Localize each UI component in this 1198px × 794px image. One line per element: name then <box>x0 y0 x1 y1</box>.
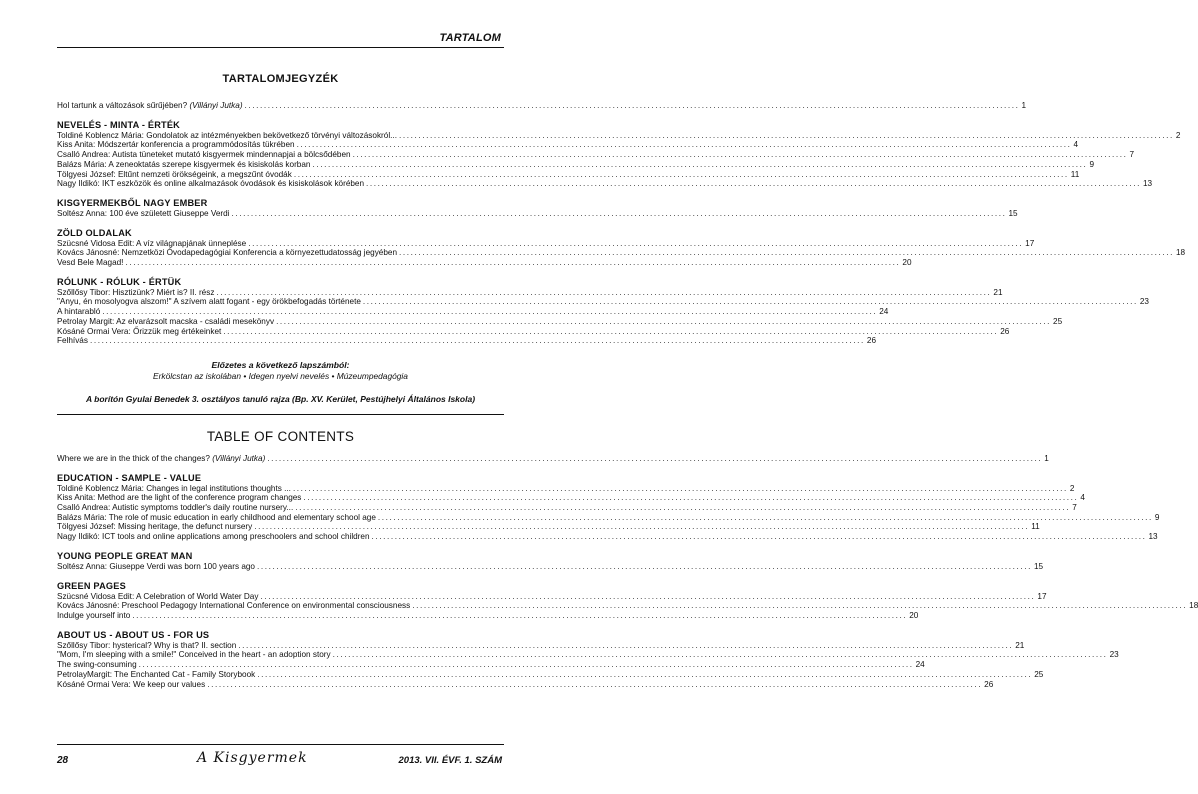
leader-dots: ........................................................................................................................................................................................................ <box>399 248 1174 258</box>
entry-page: 15 <box>1033 561 1044 571</box>
section-heading: EDUCATION - SAMPLE - VALUE <box>57 472 202 483</box>
leader-dots: ........................................................................................................................................................................................................ <box>231 208 1007 218</box>
leader-dots: ........................................................................................................................................................................................................ <box>267 453 1043 463</box>
entry-title: Balázs Mária: A zeneoktatás szerepe kisgyermek és kisiskolás korban <box>57 159 311 169</box>
leader-dots: ........................................................................................................................................................................................................ <box>366 179 1141 189</box>
entry-page: 20 <box>909 610 919 620</box>
leader-dots: ........................................................................................................................................................................................................ <box>244 101 1020 110</box>
leader-dots: ........................................................................................................................................................................................................ <box>102 307 878 317</box>
entry-title: Kósáné Ormai Vera: We keep our values <box>57 679 206 689</box>
entry-page: 26 <box>1000 326 1010 336</box>
entry-title: Szücsné Vidosa Edit: A víz világnapjának ünneplése <box>57 238 247 248</box>
toc-entry[interactable] <box>57 248 1186 258</box>
page-number: 28 <box>57 755 69 766</box>
entry-page: 20 <box>902 258 912 268</box>
leader-dots: ........................................................................................................................................................................................................ <box>371 532 1147 542</box>
entry-title: Kovács Jánosné: Nemzetközi Óvodapedagógiai Konferencia a környezettudatosság jegyében <box>57 248 397 258</box>
toc-entry[interactable] <box>57 130 1181 141</box>
entry-title: Petrolay Margit: Az elvarázsolt macska - családi mesekönyv <box>57 316 275 326</box>
entry-title: Kovács Jánosné: Preschool Pedagogy International Conference on environmental consciousness <box>57 601 411 611</box>
page-footer <box>57 744 504 774</box>
cover-note: A borítón Gyulai Benedek 3. osztályos tanuló rajza (Bp. XV. Kerület, Pestújhelyi Általános Iskola) <box>85 393 476 404</box>
section-divider <box>57 414 504 415</box>
toc-entry[interactable] <box>57 591 1047 602</box>
entry-page: 9 <box>1154 512 1160 522</box>
toc-entry[interactable] <box>57 601 1198 611</box>
entry-page: 21 <box>1015 640 1025 650</box>
leader-dots: ........................................................................................................................................................................................................ <box>216 287 992 297</box>
leader-dots: ........................................................................................................................................................................................................ <box>296 140 1072 150</box>
entry-page: 4 <box>1080 493 1085 503</box>
toc-entry[interactable] <box>57 169 1080 180</box>
entry-page: 7 <box>1072 503 1077 513</box>
leader-dots: ........................................................................................................................................................................................................ <box>276 316 1052 326</box>
leader-dots: ........................................................................................................................................................................................................ <box>295 503 1071 513</box>
leader-dots: ........................................................................................................................................................................................................ <box>377 512 1153 522</box>
toc-entry[interactable] <box>57 669 1044 680</box>
entry-page: 17 <box>1037 591 1047 601</box>
entry-title: Szőllősy Tibor: Hisztizünk? Miért is? II. rész <box>57 287 215 297</box>
entry-page: 13 <box>1142 179 1153 189</box>
toc-entry[interactable] <box>57 503 1077 513</box>
entry-title: Nagy Ildikó: IKT eszközök és online alkalmazások óvodások és kisiskolások körében <box>57 179 365 189</box>
entry-page: 23 <box>1139 297 1149 307</box>
leader-dots: ........................................................................................................................................................................................................ <box>352 150 1128 160</box>
entry-page: 18 <box>1189 601 1198 611</box>
entry-page: 11 <box>1031 522 1040 532</box>
entry-title: "Anyu, én mosolyogva alszom!" A szívem alatt fogant - egy örökbefogadás története <box>57 297 361 307</box>
leader-dots: ........................................................................................................................................................................................................ <box>332 650 1108 660</box>
entry-title: Tölgyesi József: Eltűnt nemzeti örökségeink, a megszűnt óvodák <box>57 169 292 179</box>
entry-page: 2 <box>1175 130 1181 140</box>
toc-entry[interactable] <box>57 326 1010 337</box>
section-heading: ABOUT US - ABOUT US - FOR US <box>57 629 210 640</box>
toc-entry[interactable] <box>57 179 1153 189</box>
toc-title-hu: TARTALOMJEGYZÉK <box>222 73 339 85</box>
toc-entry[interactable] <box>57 316 1063 327</box>
toc-entry[interactable] <box>57 297 1149 307</box>
entry-title: Nagy Ildikó: ICT tools and online applications among preschoolers and school children <box>57 532 370 542</box>
leader-dots: ........................................................................................................................................................................................................ <box>292 483 1068 493</box>
toc-entry[interactable] <box>57 522 1040 532</box>
toc-entry[interactable] <box>57 258 912 268</box>
toc-entry[interactable] <box>57 650 1119 660</box>
section-heading: RÓLUNK - RÓLUK - ÉRTÜK <box>57 276 182 287</box>
preview-topics: Erkölcstan az iskolában • Idegen nyelvi nevelés • Múzeumpedagógia <box>153 370 408 381</box>
leader-dots: ........................................................................................................................................................................................................ <box>398 130 1174 140</box>
section-heading: YOUNG PEOPLE GREAT MAN <box>57 550 193 561</box>
entry-title: Tölgyesi József: Missing heritage, the defunct nursery <box>57 522 253 532</box>
toc-entry[interactable] <box>57 483 1075 494</box>
leader-dots: ........................................................................................................................................................................................................ <box>362 297 1138 307</box>
entry-title: Indulge yourself into <box>57 610 131 620</box>
entry-title: Kiss Anita: Módszertár konferencia a programmódosítás tükrében <box>57 140 295 150</box>
leader-dots: ........................................................................................................................................................................................................ <box>138 660 914 670</box>
entry-page: 13 <box>1148 532 1158 542</box>
entry-title: Vesd Bele Magad! <box>57 258 124 268</box>
section-heading: GREEN PAGES <box>57 580 126 591</box>
leader-dots: ........................................................................................................................................................................................................ <box>257 669 1033 679</box>
toc-entry[interactable] <box>57 307 889 317</box>
entry-page: 17 <box>1025 238 1035 248</box>
entry-page: 21 <box>993 287 1003 297</box>
entry-page: 25 <box>1053 316 1063 326</box>
entry-page: 2 <box>1069 483 1075 493</box>
toc-entry[interactable] <box>57 561 1044 572</box>
toc-entry[interactable] <box>57 610 919 621</box>
toc-title-en: TABLE OF CONTENTS <box>206 428 355 444</box>
toc-entry[interactable] <box>57 140 1079 150</box>
toc-entry[interactable] <box>57 336 877 346</box>
entry-page: 26 <box>984 679 994 689</box>
entry-page: 7 <box>1129 150 1135 160</box>
entry-title: Toldiné Koblencz Mária: Changes in legal institutions thoughts ... <box>57 483 291 493</box>
entry-title: Kiss Anita: Method are the light of the conference program changes <box>57 493 302 503</box>
next-issue-preview <box>57 360 504 382</box>
entry-title: Soltész Anna: Giuseppe Verdi was born 100 years ago <box>57 561 255 571</box>
intro-entry-en[interactable] <box>57 453 1049 464</box>
toc-entry[interactable] <box>57 640 1025 651</box>
leader-dots: ........................................................................................................................................................................................................ <box>238 640 1014 650</box>
entry-page: 1 <box>1021 101 1027 110</box>
running-header: TARTALOM <box>439 32 501 44</box>
entry-title: Soltész Anna: 100 éve született Giuseppe Verdi <box>57 208 230 218</box>
toc-entry[interactable] <box>57 493 1085 503</box>
entry-page: 24 <box>915 660 925 670</box>
leader-dots: ........................................................................................................................................................................................................ <box>89 336 865 346</box>
entry-title: Szőllősy Tibor: hysterical? Why is that? II. section <box>57 640 237 650</box>
intro-entry-hu[interactable] <box>57 101 1027 111</box>
leader-dots: ........................................................................................................................................................................................................ <box>312 159 1088 169</box>
entry-title: Csalló Andrea: Autistic symptoms toddler's daily routine nursery... <box>57 503 294 513</box>
leader-dots: ........................................................................................................................................................................................................ <box>254 522 1030 532</box>
entry-title: Hol tartunk a változások sűrűjében? <box>57 101 188 110</box>
leader-dots: ........................................................................................................................................................................................................ <box>260 591 1036 601</box>
preview-heading: Előzetes a következő lapszámból: <box>211 359 350 370</box>
entry-page: 23 <box>1109 650 1119 660</box>
entry-title: Szücsné Vidosa Edit: A Celebration of World Water Day <box>57 591 259 601</box>
section-heading: KISGYERMEKBŐL NAGY EMBER <box>57 197 208 208</box>
toc-entry[interactable] <box>57 208 1018 219</box>
toc-entry[interactable] <box>57 512 1160 523</box>
toc-entry[interactable] <box>57 532 1158 542</box>
entry-title: "Mom, I'm sleeping with a smile!" Conceived in the heart - an adoption story <box>57 650 331 660</box>
entry-title: Where we are in the thick of the changes? <box>57 453 210 463</box>
leader-dots: ........................................................................................................................................................................................................ <box>257 561 1032 571</box>
leader-dots: ........................................................................................................................................................................................................ <box>223 326 999 336</box>
entry-page: 1 <box>1044 453 1049 463</box>
entry-author: (Villányi Jutka) <box>189 101 243 110</box>
entry-author: (Villányi Jutka) <box>212 453 266 463</box>
entry-page: 24 <box>879 307 889 317</box>
entry-page: 11 <box>1070 169 1080 179</box>
entry-title: A hintarabló <box>57 307 101 317</box>
leader-dots: ........................................................................................................................................................................................................ <box>293 169 1069 179</box>
entry-title: Balázs Mária: The role of music education in early childhood and elementary school age <box>57 512 376 522</box>
magazine-logo: A Kisgyermek <box>197 750 308 766</box>
page <box>57 30 1198 774</box>
toc-entry[interactable] <box>57 238 1035 249</box>
entry-page: 15 <box>1008 208 1018 218</box>
issue-info: 2013. VII. ÉVF. 1. SZÁM <box>398 755 502 766</box>
entry-page: 9 <box>1089 159 1094 169</box>
toc-sections-hu <box>57 119 1186 346</box>
leader-dots: ........................................................................................................................................................................................................ <box>207 679 983 689</box>
entry-page: 26 <box>866 336 877 346</box>
toc-entry[interactable] <box>57 287 1003 298</box>
leader-dots: ........................................................................................................................................................................................................ <box>412 601 1188 611</box>
entry-title: Toldiné Koblencz Mária: Gondolatok az intézményekben bekövetkező törvényi változásokról... <box>57 130 397 140</box>
toc-entry[interactable] <box>57 660 925 670</box>
header-rule <box>57 47 504 48</box>
leader-dots: ........................................................................................................................................................................................................ <box>248 238 1024 248</box>
toc-entry[interactable] <box>57 150 1135 160</box>
entry-page: 25 <box>1034 669 1044 679</box>
entry-title: Csalló Andrea: Autista tüneteket mutató kisgyermek mindennapjai a bölcsődében <box>57 150 351 160</box>
entry-title: Kósáné Ormai Vera: Őrizzük meg értékeinket <box>57 326 222 336</box>
section-heading: NEVELÉS - MINTA - ÉRTÉK <box>57 119 181 130</box>
toc-entry[interactable] <box>57 159 1094 170</box>
section-heading: ZÖLD OLDALAK <box>57 227 132 238</box>
footer-rule <box>57 744 504 745</box>
leader-dots: ........................................................................................................................................................................................................ <box>125 258 901 268</box>
entry-title: PetrolayMargit: The Enchanted Cat - Family Storybook <box>57 669 256 679</box>
entry-title: Felhívás <box>57 336 88 346</box>
toc-entry[interactable] <box>57 679 994 690</box>
leader-dots: ........................................................................................................................................................................................................ <box>132 610 908 620</box>
entry-page: 4 <box>1073 140 1079 150</box>
toc-sections-en <box>57 472 1198 690</box>
leader-dots: ........................................................................................................................................................................................................ <box>303 493 1079 503</box>
entry-page: 18 <box>1175 248 1186 258</box>
entry-title: The swing-consuming <box>57 660 137 670</box>
